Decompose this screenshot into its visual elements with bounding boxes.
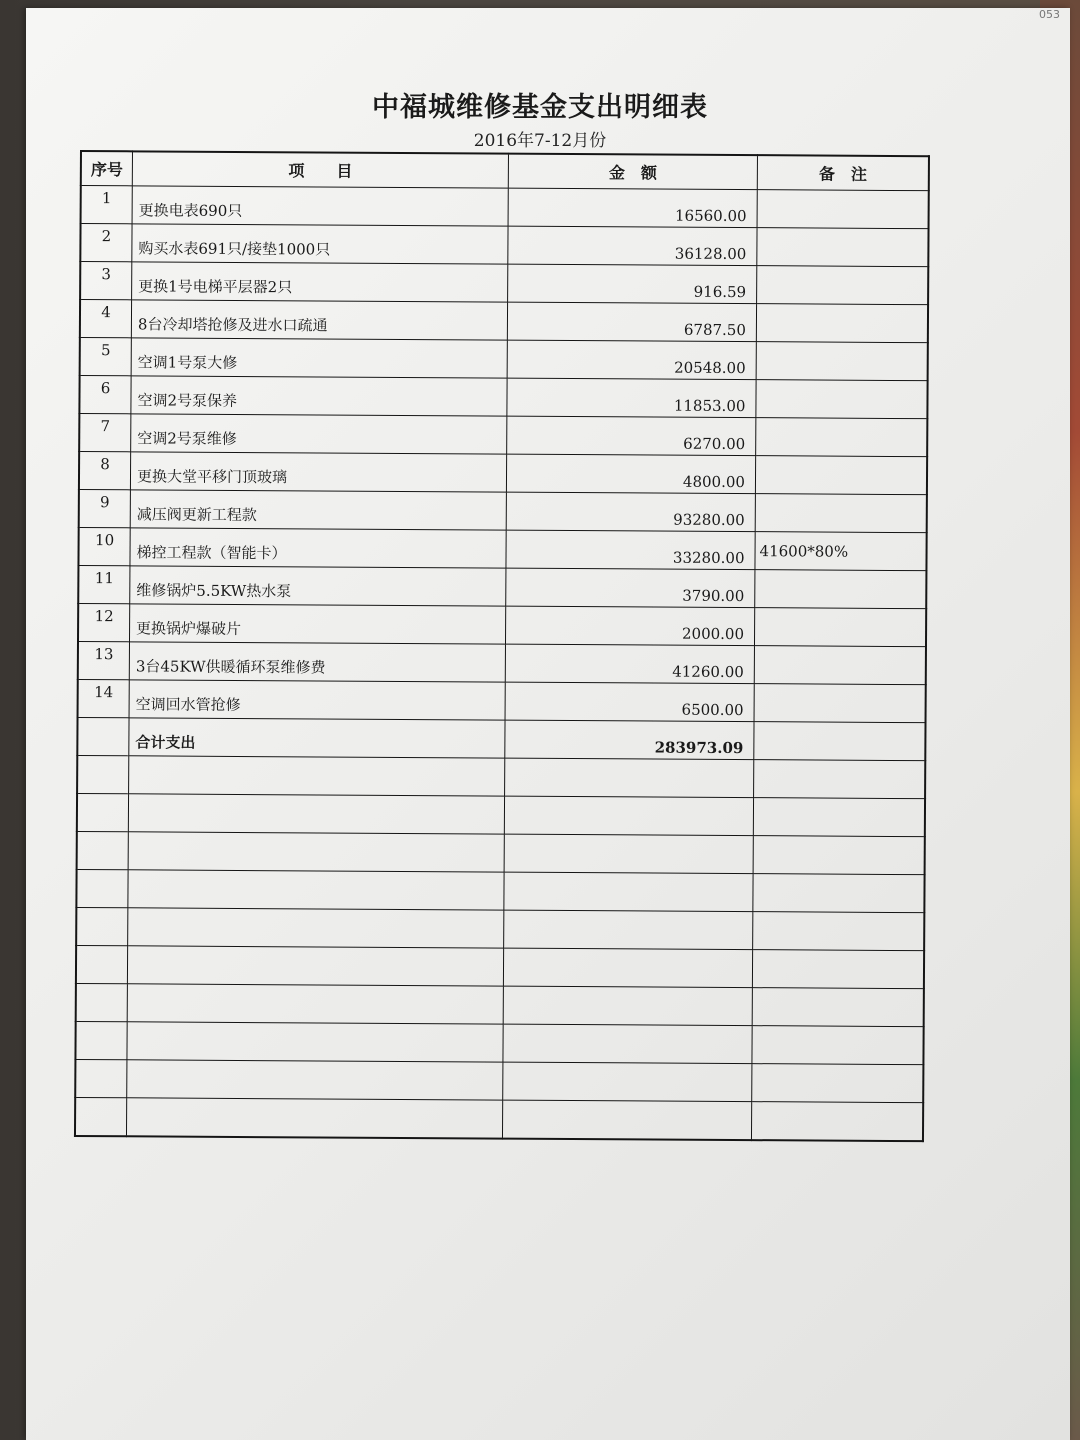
document-subtitle: 2016年7-12月份 <box>473 131 607 151</box>
row-item: 更换1号电梯平层器2只 <box>132 262 508 302</box>
row-remark <box>756 380 928 419</box>
row-amount: 4800.00 <box>506 454 755 494</box>
blank-cell <box>76 907 128 945</box>
blank-cell <box>505 758 754 798</box>
row-remark <box>755 570 927 609</box>
blank-cell <box>752 1064 924 1103</box>
total-item: 合计支出 <box>129 718 505 758</box>
table-row <box>80 300 928 343</box>
blank-cell <box>752 988 924 1027</box>
row-item: 3台45KW供暖循环泵维修费 <box>129 642 505 682</box>
total-no <box>77 717 129 755</box>
row-item: 更换电表690只 <box>132 186 508 226</box>
header-remark: 备 注 <box>757 155 929 191</box>
blank-cell <box>128 832 504 872</box>
row-amount: 33280.00 <box>506 530 755 570</box>
blank-row <box>77 831 925 874</box>
row-number: 14 <box>78 679 130 717</box>
row-item: 更换锅炉爆破片 <box>129 604 505 644</box>
row-remark <box>754 684 926 723</box>
row-amount: 6270.00 <box>507 416 756 456</box>
row-item: 空调回水管抢修 <box>129 680 505 720</box>
row-number: 2 <box>80 224 132 262</box>
document-title: 中福城维修基金支出明细表 <box>372 92 708 123</box>
blank-cell <box>504 796 753 836</box>
blank-cell <box>128 870 504 910</box>
row-number: 12 <box>78 603 130 641</box>
row-remark <box>756 342 928 381</box>
blank-cell <box>752 1026 924 1065</box>
header-row <box>81 151 929 191</box>
row-item: 8台冷却塔抢修及进水口疏通 <box>131 300 507 340</box>
row-remark <box>756 418 928 457</box>
blank-cell <box>127 1060 503 1100</box>
corner-text: 053 <box>1039 8 1060 21</box>
table-row <box>78 603 926 646</box>
table-row <box>78 527 926 570</box>
row-remark: 41600*80% <box>755 532 927 571</box>
blank-cell <box>502 1100 751 1140</box>
blank-cell <box>503 948 752 988</box>
row-number: 7 <box>79 414 131 452</box>
row-remark <box>755 494 927 533</box>
row-number: 6 <box>79 376 131 414</box>
blank-cell <box>754 760 926 799</box>
table-row <box>79 414 927 457</box>
row-number: 11 <box>78 565 130 603</box>
blank-cell <box>127 1022 503 1062</box>
blank-cell <box>128 908 504 948</box>
blank-cell <box>126 1098 502 1139</box>
row-amount: 16560.00 <box>508 188 757 228</box>
table-row <box>80 262 928 305</box>
blank-cell <box>503 986 752 1026</box>
row-number: 4 <box>80 300 132 338</box>
table-row <box>81 186 929 229</box>
table-row <box>80 338 928 381</box>
blank-cell <box>503 1062 752 1102</box>
blank-cell <box>77 793 129 831</box>
row-remark <box>754 646 926 685</box>
row-item: 购买水表691只/接垫1000只 <box>132 224 508 264</box>
blank-row <box>77 755 925 798</box>
blank-cell <box>753 874 925 913</box>
row-item: 空调2号泵保养 <box>131 376 507 416</box>
blank-row <box>75 1059 923 1102</box>
row-remark <box>754 608 926 647</box>
blank-cell <box>504 834 753 874</box>
blank-row <box>75 1097 923 1141</box>
blank-cell <box>751 1102 923 1142</box>
row-number: 9 <box>79 489 131 527</box>
blank-cell <box>75 1059 127 1097</box>
blank-row <box>76 945 924 988</box>
row-amount: 2000.00 <box>505 606 754 646</box>
row-remark <box>755 456 927 495</box>
row-amount: 3790.00 <box>506 568 755 608</box>
row-number: 1 <box>81 186 133 224</box>
blank-cell <box>77 831 129 869</box>
row-amount: 41260.00 <box>505 644 754 684</box>
blank-cell <box>127 984 503 1024</box>
table-row <box>79 376 927 419</box>
header-item: 项 目 <box>132 151 508 188</box>
total-row <box>77 717 925 760</box>
blank-cell <box>75 1097 127 1136</box>
row-item: 减压阀更新工程款 <box>130 490 506 530</box>
blank-cell <box>753 798 925 837</box>
blank-cell <box>127 946 503 986</box>
table-row <box>80 224 928 267</box>
table-row <box>78 641 926 684</box>
row-number: 13 <box>78 641 130 679</box>
blank-cell <box>753 912 925 951</box>
row-item: 更换大堂平移门顶玻璃 <box>130 452 506 492</box>
expense-table-wrapper <box>74 150 925 1075</box>
row-remark <box>757 266 929 305</box>
blank-cell <box>753 836 925 875</box>
total-remark <box>754 722 926 761</box>
blank-row <box>76 907 924 950</box>
row-amount: 6787.50 <box>507 302 756 342</box>
table-row <box>79 489 927 532</box>
table-row <box>78 565 926 608</box>
row-remark <box>757 228 929 267</box>
blank-cell <box>75 1021 127 1059</box>
row-amount: 93280.00 <box>506 492 755 532</box>
row-number: 10 <box>78 527 130 565</box>
blank-cell <box>129 756 505 796</box>
blank-row <box>76 983 924 1026</box>
blank-cell <box>77 755 129 793</box>
blank-row <box>76 869 924 912</box>
blank-cell <box>76 983 128 1021</box>
row-number: 3 <box>80 262 132 300</box>
row-amount: 20548.00 <box>507 340 756 380</box>
row-number: 8 <box>79 452 131 490</box>
row-amount: 11853.00 <box>507 378 756 418</box>
row-item: 空调1号泵大修 <box>131 338 507 378</box>
row-item: 空调2号泵维修 <box>131 414 507 454</box>
table-body <box>75 186 929 1142</box>
row-item: 梯控工程款（智能卡） <box>130 528 506 568</box>
table-row <box>78 679 926 722</box>
total-amount: 283973.09 <box>505 720 754 760</box>
blank-cell <box>504 872 753 912</box>
header-no: 序号 <box>81 151 133 186</box>
row-amount: 916.59 <box>508 264 757 304</box>
blank-cell <box>76 945 128 983</box>
blank-cell <box>76 869 128 907</box>
row-remark <box>757 190 929 229</box>
row-amount: 6500.00 <box>505 682 754 722</box>
table-row <box>79 452 927 495</box>
header-amount: 金 额 <box>508 154 757 190</box>
row-amount: 36128.00 <box>508 226 757 266</box>
row-remark <box>756 304 928 343</box>
row-number: 5 <box>80 338 132 376</box>
blank-cell <box>128 794 504 834</box>
blank-row <box>77 793 925 836</box>
blank-cell <box>503 1024 752 1064</box>
row-item: 维修锅炉5.5KW热水泵 <box>130 566 506 606</box>
expense-table <box>74 150 930 1142</box>
blank-cell <box>752 950 924 989</box>
blank-row <box>75 1021 923 1064</box>
blank-cell <box>504 910 753 950</box>
